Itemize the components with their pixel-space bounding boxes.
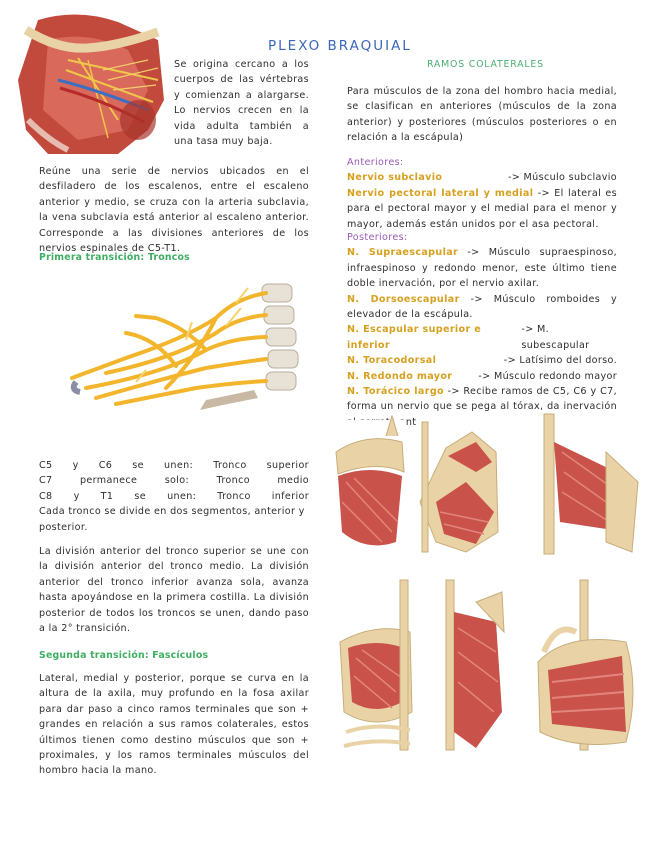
intro-text: Se origina cercano a los cuerpos de las vértebras y comienzan a alargarse. Lo nervios crecen en la vida adulta también a una tasa muy baja. xyxy=(174,59,309,148)
trunk-row-inferior: C8 y T1 se unen: Tronco inferior xyxy=(39,490,309,502)
nervio-subclavio-item: Nervio subclavio -> Músculo subclavio xyxy=(347,172,617,184)
toracico-largo-item: N. Torácico largo -> Recibe ramos de C5, C6 y C7, forma un nervio que se pega al tórax, da inervación xyxy=(347,386,617,413)
brachial-plexus-illustration xyxy=(66,278,300,416)
page-title: PLEXO BRAQUIAL xyxy=(268,38,412,54)
toracodorsal-item: N. Toracodorsal -> Latísimo del dorso. xyxy=(347,355,617,367)
trunks-list xyxy=(39,458,309,535)
redondo-mayor-item: N. Redondo mayor -> Músculo redondo mayor xyxy=(347,370,617,382)
dorsoescapular-item: N. Dorsoescapular -> Músculo romboides y elevador de la escápula. xyxy=(347,293,618,321)
subscapularis-illustration xyxy=(334,580,414,750)
division-paragraph: La división anterior del tronco superior se une con la división anterior del tronco medio. La división anterior del tronco inferior avanza sola, avanza hasta apoyándose en la primera costilla. La división posterior de todos los troncos se unen, dando paso a la 2° transición. xyxy=(39,546,309,635)
supraspinatus-illustration xyxy=(416,414,512,556)
anteriores-block xyxy=(347,155,617,232)
primera-transicion-heading: Primera transición: Troncos xyxy=(39,252,190,263)
trunk-row-superior: C5 y C6 se unen: Tronco superior xyxy=(39,460,309,471)
posteriores-label: Posteriores: xyxy=(347,232,408,243)
fasciculos-paragraph: Lateral, medial y posterior, porque se curva en la altura de la axila, muy profundo en la fosa axilar para dar paso a cinco ramos terminales que son + grandes en relación a sus ramos colaterales, estos últimos tienen como destino músculos que son + proximales, y los ramos terminales músculos del hombro hacia la mano. xyxy=(39,673,309,777)
subclavius-illustration xyxy=(328,416,406,556)
trunk-row-medio: C7 permanece solo: Tronco medio xyxy=(39,475,309,487)
posteriores-block xyxy=(347,230,617,430)
rhomboid-illustration xyxy=(524,414,642,556)
serratus-anterior-illustration xyxy=(528,580,642,750)
segunda-transicion-heading: Segunda transición: Fascículos xyxy=(39,650,209,661)
supraescapular-item: N. Supraescapular -> Músculo supraespinoso, infraespinoso y redondo menor, este último tiene doble inervación, por el nervio axilar. xyxy=(347,247,617,290)
muscle-illustrations xyxy=(326,412,644,757)
anteriores-label: Anteriores: xyxy=(347,157,404,168)
desfiladero-paragraph: Reúne una serie de nervios ubicados en el desfiladero de los escalenos, entre el escaleno anterior y medio, se cruza con la arteria subclavia, la vena subclavia está anterior al escaleno anterior. Corresponde a las divisiones anteriores de los nervios espinales de C5-T1. xyxy=(39,166,309,255)
ramos-colaterales-heading: RAMOS COLATERALES xyxy=(427,59,544,70)
nervio-pectoral-item: Nervio pectoral lateral y medial -> El lateral es para el pectoral mayor y el medial para el menor y mayor, además están unidos por el asa pectoral. xyxy=(347,187,617,230)
latissimus-illustration xyxy=(436,580,506,750)
shoulder-dissection-illustration xyxy=(8,10,166,155)
escapular-sup-inf-item: N. Escapular superior e inferior -> M. subescapular xyxy=(347,324,590,351)
collaterals-intro: Para músculos de la zona del hombro hacia medial, se clasifican en anteriores (músculos de la zona anterior) y posteriores (músculos posteriores o en relación a la escápula) xyxy=(347,86,617,144)
trunk-note: Cada tronco se divide en dos segmentos, anterior y posterior. xyxy=(39,506,305,533)
